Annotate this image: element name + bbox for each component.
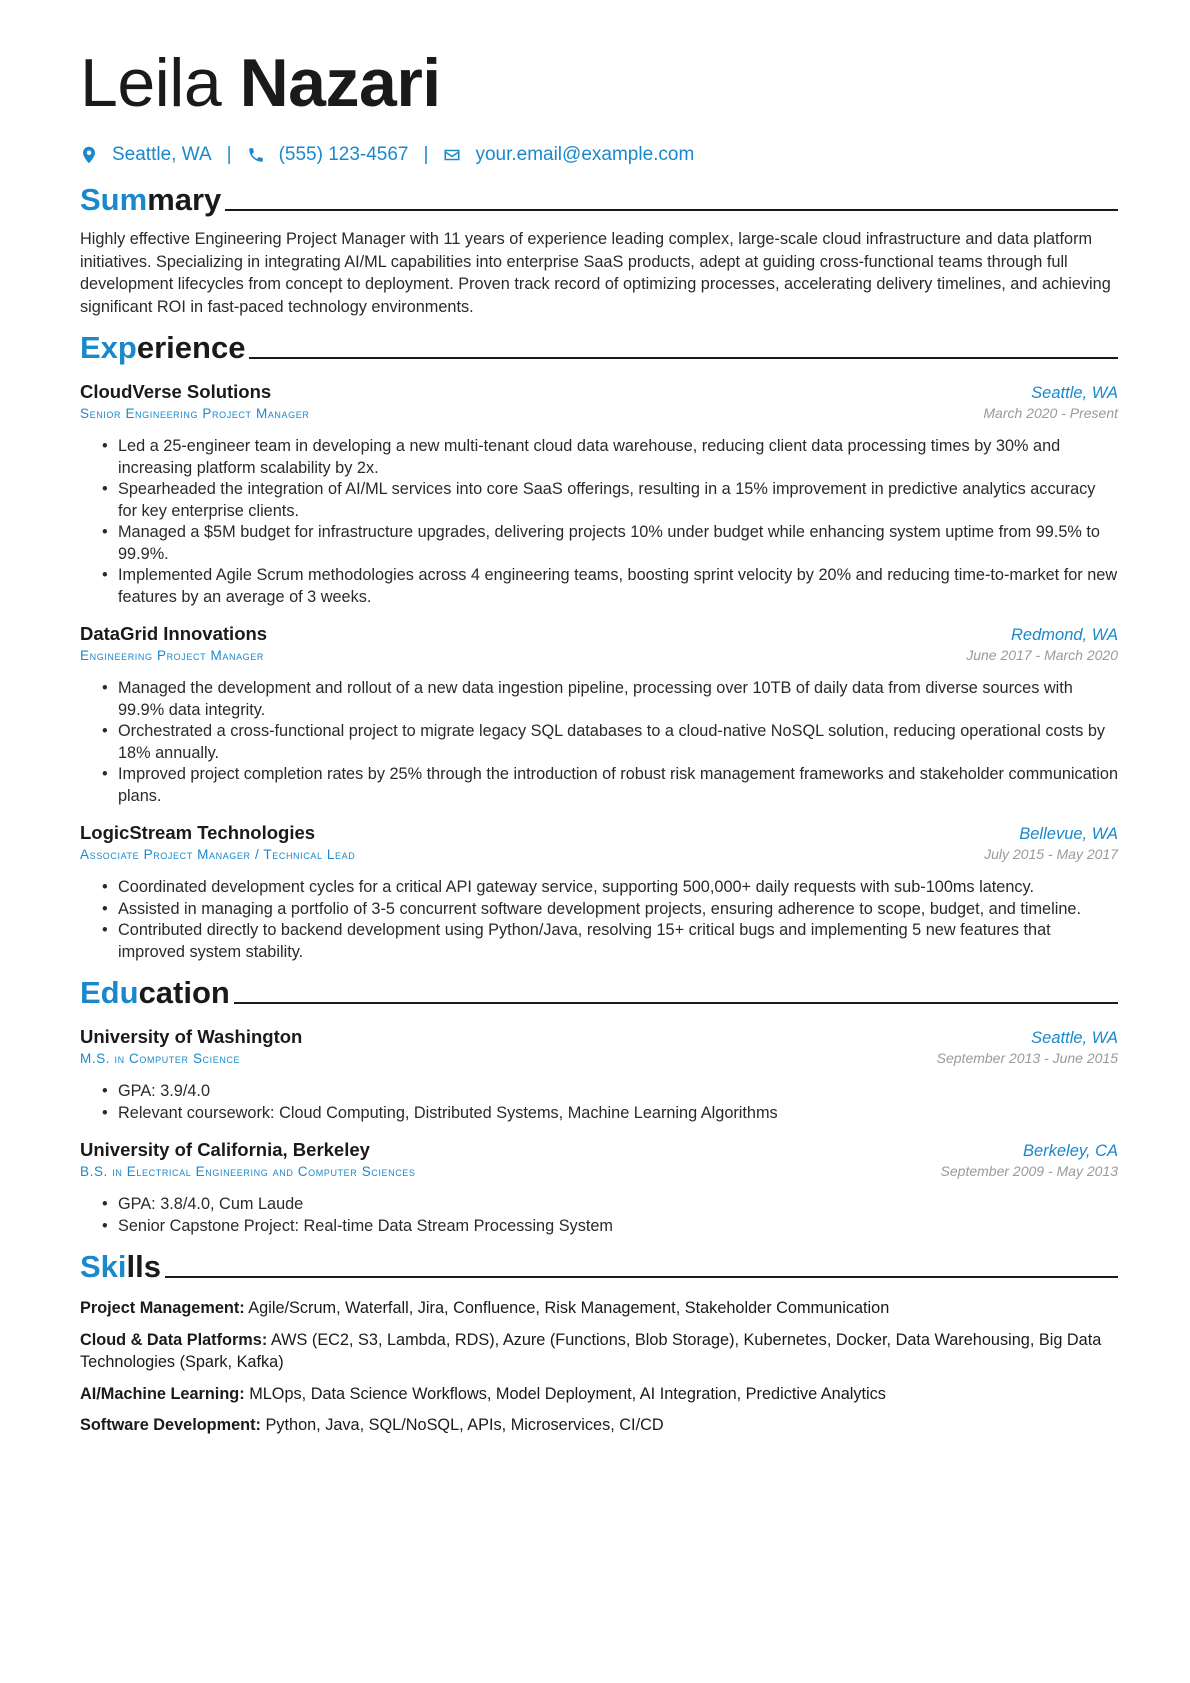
skills-heading: [80, 1249, 1118, 1285]
school-name: University of California, Berkeley: [80, 1139, 370, 1160]
section-divider: [225, 209, 1118, 211]
company-name: DataGrid Innovations: [80, 623, 268, 644]
section-divider: [249, 357, 1118, 359]
skill-line: [80, 1329, 1118, 1374]
entry-location: Seattle, WA: [1031, 384, 1118, 402]
bullet-list: [80, 1194, 1118, 1237]
bullet-item: • Orchestrated a cross-functional project to migrate legacy SQL databases to a cloud-native NoSQL solution, reducing operational costs by 18% annually.: [102, 721, 1118, 764]
section-title: Summary: [80, 182, 222, 217]
entry-dates: June 2017 - March 2020: [966, 647, 1118, 663]
skill-values: MLOps, Data Science Workflows, Model Deployment, AI Integration, Predictive Analytics: [249, 1384, 886, 1403]
location-text: Seattle, WA: [112, 144, 212, 165]
degree-title: M.S. in Computer Science: [80, 1051, 241, 1066]
contact-email[interactable]: [443, 144, 694, 166]
bullet-list: [80, 877, 1118, 963]
bullet-list: [80, 436, 1118, 608]
skill-category: AI/Machine Learning:: [80, 1384, 245, 1403]
bullet-item: • Spearheaded the integration of AI/ML services into core SaaS offerings, resulting in a 15% improvement in predictive analytics accuracy for key enterprise clients.: [102, 479, 1118, 522]
contact-separator: |: [226, 144, 232, 165]
bullet-item: • Led a 25-engineer team in developing a new multi-tenant cloud data warehouse, reducing client data processing times by 30% and increasing platform scalability by 2x.: [102, 436, 1118, 479]
entry-dates: September 2009 - May 2013: [940, 1163, 1118, 1179]
skill-values: AWS (EC2, S3, Lambda, RDS), Azure (Functions, Blob Storage), Kubernetes, Docker, Data Warehousing, Big Data Technologies (Spark, Kafka): [80, 1330, 1102, 1371]
entry-subheader-row: [80, 404, 1118, 424]
bullet-item: • Senior Capstone Project: Real-time Data Stream Processing System: [102, 1216, 1118, 1238]
entry-location: Seattle, WA: [1031, 1029, 1118, 1047]
skill-category: Cloud & Data Platforms:: [80, 1330, 268, 1349]
skill-values: Python, Java, SQL/NoSQL, APIs, Microservices, CI/CD: [265, 1416, 664, 1434]
map-pin-icon: [80, 146, 98, 164]
summary-heading: [80, 182, 1118, 218]
email-link[interactable]: your.email@example.com: [475, 144, 695, 165]
phone-text: (555) 123-4567: [278, 144, 409, 165]
contact-bar: [80, 144, 1118, 166]
entry-subheader-row: [80, 845, 1118, 865]
entry-dates: July 2015 - May 2017: [984, 846, 1118, 862]
experience-list: [80, 380, 1118, 963]
entry-item: [80, 1025, 1118, 1124]
bullet-item: • Implemented Agile Scrum methodologies across 4 engineering teams, boosting sprint velocity by 20% and reducing time-to-market for new features by an average of 3 weeks.: [102, 565, 1118, 608]
entry-subheader-row: [80, 1162, 1118, 1182]
company-name: LogicStream Technologies: [80, 822, 316, 843]
bullet-item: • Relevant coursework: Cloud Computing, Distributed Systems, Machine Learning Algorithms: [102, 1103, 1118, 1125]
degree-title: B.S. in Electrical Engineering and Computer Sciences: [80, 1164, 416, 1179]
job-title: Senior Engineering Project Manager: [80, 406, 310, 421]
company-name: CloudVerse Solutions: [80, 381, 272, 402]
entry-item: [80, 1138, 1118, 1237]
section-title: Skills: [80, 1249, 161, 1284]
entry-location: Redmond, WA: [1011, 626, 1118, 644]
entry-item: [80, 821, 1118, 963]
entry-header-row: [80, 380, 1118, 404]
contact-phone[interactable]: [247, 144, 409, 166]
entry-item: [80, 380, 1118, 608]
section-title: Education: [80, 975, 230, 1010]
job-title: Associate Project Manager / Technical Lead: [80, 847, 356, 862]
section-divider: [234, 1002, 1118, 1004]
section-title: Experience: [80, 330, 246, 365]
contact-location: [80, 144, 212, 166]
skill-line: [80, 1297, 1118, 1320]
section-divider: [165, 1276, 1118, 1278]
skills-list: [80, 1297, 1118, 1437]
skill-line: [80, 1414, 1118, 1437]
skill-category: Software Development:: [80, 1416, 261, 1434]
entry-dates: March 2020 - Present: [983, 405, 1118, 421]
experience-heading: [80, 330, 1118, 366]
bullet-item: • Assisted in managing a portfolio of 3-5 concurrent software development projects, ensuring adherence to scope, budget, and timeline.: [102, 899, 1118, 921]
bullet-item: • Managed a $5M budget for infrastructure upgrades, delivering projects 10% under budget while enhancing system uptime from 99.5% to 99.9%.: [102, 522, 1118, 565]
entry-header-row: [80, 1025, 1118, 1049]
entry-subheader-row: [80, 1049, 1118, 1069]
education-heading: [80, 975, 1118, 1011]
bullet-item: • Improved project completion rates by 25% through the introduction of robust risk management frameworks and stakeholder communication plans.: [102, 764, 1118, 807]
envelope-icon: [443, 146, 461, 164]
bullet-item: • Managed the development and rollout of a new data ingestion pipeline, processing over 10TB of daily data from diverse sources with 99.9% data integrity.: [102, 678, 1118, 721]
entry-location: Bellevue, WA: [1019, 825, 1118, 843]
phone-icon: [247, 146, 265, 164]
skill-values: Agile/Scrum, Waterfall, Jira, Confluence, Risk Management, Stakeholder Communication: [248, 1299, 890, 1317]
first-name: Leila: [80, 45, 222, 121]
bullet-item: • Coordinated development cycles for a critical API gateway service, supporting 500,000+ daily requests with sub-100ms latency.: [102, 877, 1118, 899]
entry-item: [80, 622, 1118, 807]
entry-header-row: [80, 622, 1118, 646]
bullet-item: • GPA: 3.9/4.0: [102, 1081, 1118, 1103]
candidate-name: [80, 46, 1118, 120]
entry-subheader-row: [80, 646, 1118, 666]
bullet-item: • Contributed directly to backend development using Python/Java, resolving 15+ critical bugs and implementing 5 new features that improved system stability.: [102, 920, 1118, 963]
summary-text: Highly effective Engineering Project Manager with 11 years of experience leading complex, large-scale cloud infrastructure and data platform initiatives. Specializing in integrating AI/ML capabilities into enterprise SaaS products, adept at guiding cross-functional teams through full development lifecycles from concept to deployment. Proven track record of optimizing processes, accelerating delivery timelines, and achieving significant ROI in fast-paced technology environments.: [80, 230, 1111, 316]
job-title: Engineering Project Manager: [80, 648, 264, 663]
contact-separator: |: [423, 144, 429, 165]
entry-header-row: [80, 821, 1118, 845]
school-name: University of Washington: [80, 1026, 303, 1047]
bullet-list: [80, 678, 1118, 807]
entry-location: Berkeley, CA: [1022, 1142, 1118, 1160]
bullet-list: [80, 1081, 1118, 1124]
skill-category: Project Management:: [80, 1299, 245, 1317]
education-list: [80, 1025, 1118, 1237]
bullet-item: • GPA: 3.8/4.0, Cum Laude: [102, 1194, 1118, 1216]
last-name: Nazari: [239, 45, 441, 121]
entry-dates: September 2013 - June 2015: [936, 1050, 1118, 1066]
entry-header-row: [80, 1138, 1118, 1162]
skill-line: [80, 1383, 1118, 1406]
